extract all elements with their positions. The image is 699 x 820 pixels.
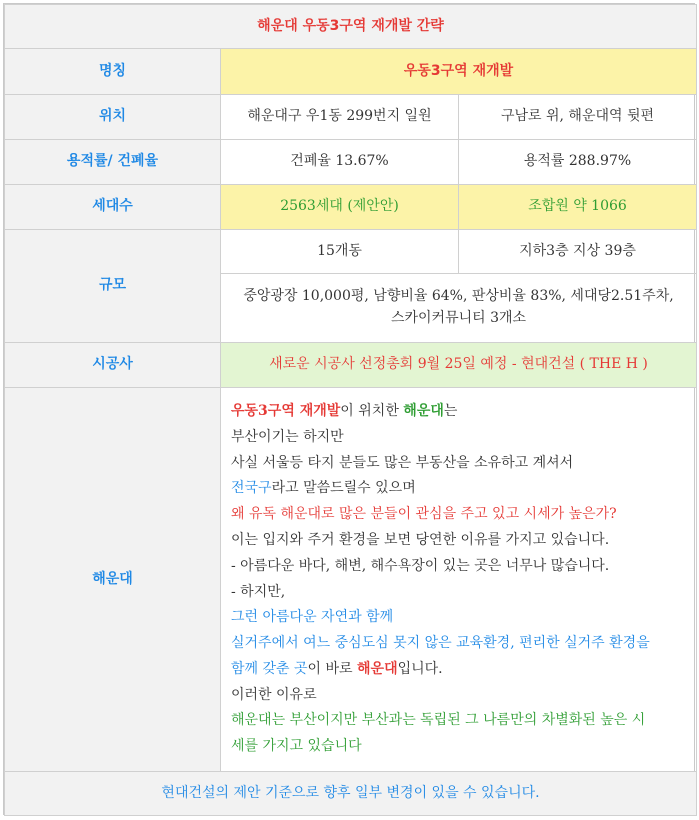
desc-text: 입니다. [397,660,443,677]
desc-line-11 [231,657,686,683]
floor-area-ratio: 용적률 288.97% [459,140,697,185]
scale-detail [221,274,697,343]
desc-line-10: 실거주에서 여느 중심도심 못지 않은 교육환경, 편리한 실거주 환경을 [231,635,650,652]
households-row [5,185,697,230]
desc-haeundae: 해운대 [403,402,444,419]
coverage-ratio: 건폐율 13.67% [221,140,459,185]
scale-detail-line1: 중앙광장 10,000평, 남향비율 64%, 판상비율 83%, 세대당2.51주차, [243,288,674,305]
desc-line-3: 사실 서울등 타지 분들도 많은 부동산을 소유하고 계셔서 [231,454,574,471]
desc-nationwide: 전국구 [231,480,272,497]
desc-line-2: 부산이기는 하지만 [231,428,344,445]
haeundae-description [221,388,697,772]
haeundae-label: 해운대 [5,388,221,772]
desc-line-1 [231,399,686,425]
building-count: 15개동 [221,230,459,274]
builder-row [5,343,697,388]
members-count: 조합원 약 1066 [459,185,697,230]
desc-line-7: - 아름다운 바다, 해변, 해수욕장이 있는 곳은 너무나 많습니다. [231,557,610,574]
scale-row [5,230,697,274]
summary-sheet [3,3,695,815]
table-title: 해운대 우동3구역 재개발 간략 [5,5,697,49]
location-label: 위치 [5,95,221,140]
desc-text: 이 위치한 [340,402,404,419]
desc-line-13: 해운대는 부산이지만 부산과는 독립된 그 나름만의 차별화된 높은 시 [231,712,646,729]
footer-row [5,772,697,816]
floor-info: 지하3층 지상 39층 [459,230,697,274]
builder-label: 시공사 [5,343,221,388]
name-row [5,49,697,95]
ratio-label: 용적률/ 건폐율 [5,140,221,185]
location-row [5,95,697,140]
desc-highlight: 함께 갖춘 곳 [231,660,308,677]
scale-label: 규모 [5,230,221,343]
desc-haeundae-bold: 해운대 [357,660,398,677]
haeundae-row [5,388,697,772]
builder-value: 새로운 시공사 선정총회 9월 25일 예정 - 현대건설 ( THE H ) [221,343,697,388]
desc-text: 는 [443,402,458,419]
desc-line-14: 세를 가지고 있습니다 [231,738,362,755]
location-right: 구남로 위, 해운대역 뒷편 [459,95,697,140]
desc-text: 이 바로 [307,660,358,677]
desc-line-6: 이는 입지와 주거 환경을 보면 당연한 이유를 가지고 있습니다. [231,531,610,548]
location-left: 해운대구 우1동 299번지 일원 [221,95,459,140]
desc-line-5: 왜 유독 해운대로 많은 분들이 관심을 주고 있고 시세가 높은가? [231,506,617,523]
name-value: 우동3구역 재개발 [221,49,697,95]
desc-text: 라고 말씀드릴수 있으며 [271,480,416,497]
scale-detail-line2: 스카이커뮤니티 3개소 [390,310,527,326]
desc-project-name: 우동3구역 재개발 [231,402,341,419]
ratio-row [5,140,697,185]
footer-note: 현대건설의 제안 기준으로 향후 일부 변경이 있을 수 있습니다. [5,772,697,816]
summary-table [4,4,697,816]
households-count: 2563세대 (제안안) [221,185,459,230]
name-label: 명칭 [5,49,221,95]
title-row [5,5,697,49]
desc-line-4 [231,476,686,502]
households-label: 세대수 [5,185,221,230]
desc-line-8: - 하지만, [231,583,286,600]
desc-line-9: 그런 아름다운 자연과 함께 [231,609,394,626]
desc-line-12: 이러한 이유로 [231,686,317,703]
